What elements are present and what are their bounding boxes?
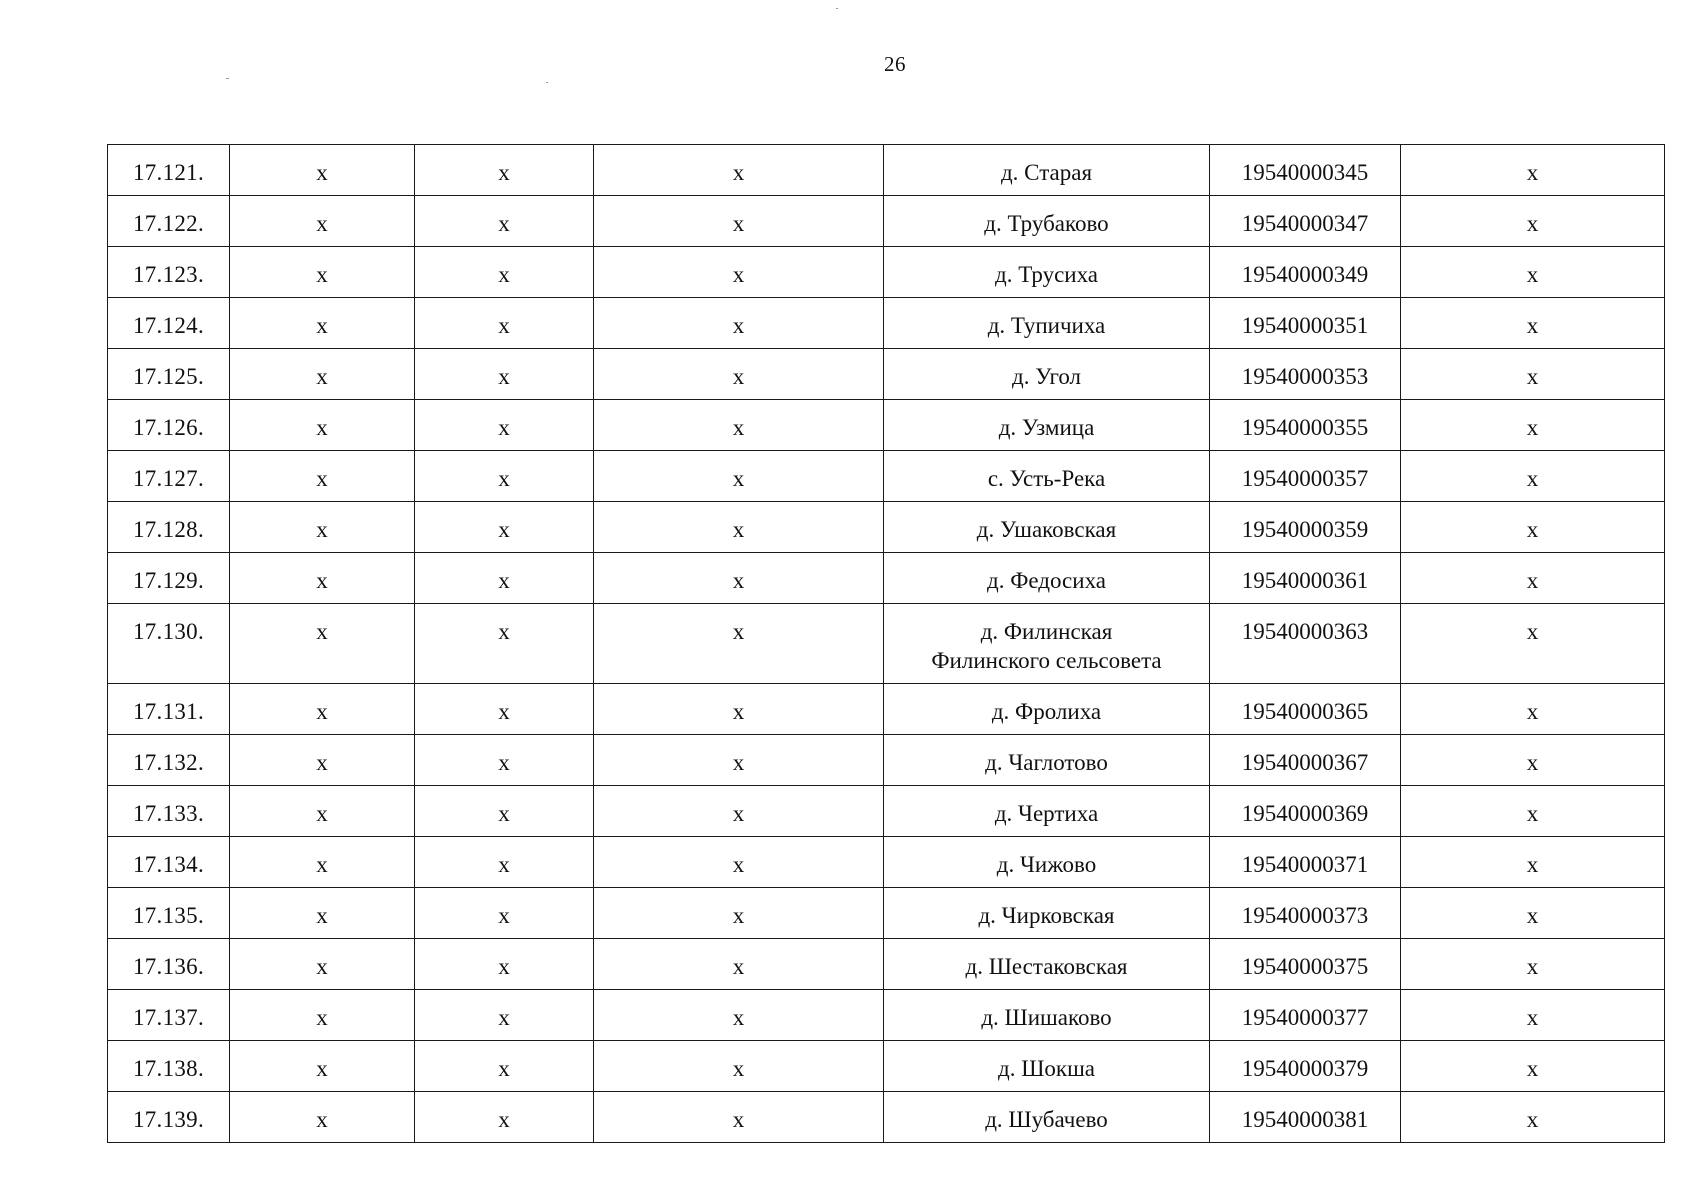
settlement-name-cell: д. Фролиха: [884, 684, 1210, 735]
table-row: [108, 298, 1665, 349]
x-mark-cell: х: [1401, 990, 1665, 1041]
settlement-name-line: д. Филинская: [980, 619, 1113, 644]
oktmo-code-cell: 19540000347: [1210, 196, 1401, 247]
x-mark-cell: х: [1401, 837, 1665, 888]
x-mark-cell: х: [415, 400, 594, 451]
x-mark-cell: х: [230, 298, 415, 349]
x-mark-cell: х: [594, 196, 884, 247]
oktmo-code-cell: 19540000367: [1210, 735, 1401, 786]
x-mark-cell: х: [230, 553, 415, 604]
oktmo-code-cell: 19540000379: [1210, 1041, 1401, 1092]
scan-speck: [546, 82, 548, 83]
x-mark-cell: х: [1401, 888, 1665, 939]
x-mark-cell: х: [230, 837, 415, 888]
x-mark-cell: х: [230, 939, 415, 990]
x-mark-cell: х: [230, 786, 415, 837]
oktmo-code-cell: 19540000345: [1210, 145, 1401, 196]
table-row: [108, 1092, 1665, 1143]
table-body: [108, 145, 1665, 1143]
x-mark-cell: х: [1401, 502, 1665, 553]
x-mark-cell: х: [230, 1041, 415, 1092]
scan-speck: [226, 78, 229, 79]
x-mark-cell: х: [230, 604, 415, 684]
oktmo-code-cell: 19540000365: [1210, 684, 1401, 735]
table-row: [108, 451, 1665, 502]
x-mark-cell: х: [1401, 451, 1665, 502]
settlement-name-cell: д. Шубачево: [884, 1092, 1210, 1143]
x-mark-cell: х: [1401, 1092, 1665, 1143]
x-mark-cell: х: [594, 1041, 884, 1092]
x-mark-cell: х: [415, 1092, 594, 1143]
oktmo-code-cell: 19540000369: [1210, 786, 1401, 837]
x-mark-cell: х: [415, 553, 594, 604]
x-mark-cell: х: [594, 400, 884, 451]
x-mark-cell: х: [594, 553, 884, 604]
x-mark-cell: х: [230, 145, 415, 196]
oktmo-code-cell: 19540000361: [1210, 553, 1401, 604]
oktmo-code-cell: 19540000373: [1210, 888, 1401, 939]
table-row: [108, 684, 1665, 735]
settlement-name-cell: [884, 604, 1210, 684]
x-mark-cell: х: [594, 684, 884, 735]
settlement-name-cell: д. Тупичиха: [884, 298, 1210, 349]
table-row: [108, 939, 1665, 990]
table-row: [108, 247, 1665, 298]
settlement-name-cell: д. Чаглотово: [884, 735, 1210, 786]
x-mark-cell: х: [1401, 735, 1665, 786]
table-row: [108, 502, 1665, 553]
x-mark-cell: х: [594, 735, 884, 786]
table-row: [108, 990, 1665, 1041]
x-mark-cell: х: [230, 400, 415, 451]
oktmo-code-cell: 19540000377: [1210, 990, 1401, 1041]
x-mark-cell: х: [1401, 604, 1665, 684]
x-mark-cell: х: [415, 990, 594, 1041]
x-mark-cell: х: [230, 502, 415, 553]
settlement-name-cell: д. Шишаково: [884, 990, 1210, 1041]
x-mark-cell: х: [594, 939, 884, 990]
x-mark-cell: х: [415, 786, 594, 837]
oktmo-code-cell: 19540000363: [1210, 604, 1401, 684]
row-number-cell: 17.134.: [108, 837, 230, 888]
settlement-name-cell: д. Старая: [884, 145, 1210, 196]
scan-speck: [836, 8, 838, 9]
row-number-cell: 17.125.: [108, 349, 230, 400]
x-mark-cell: х: [415, 1041, 594, 1092]
table-row: [108, 786, 1665, 837]
x-mark-cell: х: [415, 684, 594, 735]
row-number-cell: 17.123.: [108, 247, 230, 298]
table-row: [108, 888, 1665, 939]
settlement-name-cell: д. Ушаковская: [884, 502, 1210, 553]
x-mark-cell: х: [594, 1092, 884, 1143]
table-row: [108, 735, 1665, 786]
row-number-cell: 17.136.: [108, 939, 230, 990]
settlement-name-cell: д. Узмица: [884, 400, 1210, 451]
settlements-table: [107, 144, 1665, 1143]
oktmo-code-cell: 19540000359: [1210, 502, 1401, 553]
x-mark-cell: х: [415, 939, 594, 990]
x-mark-cell: х: [1401, 196, 1665, 247]
settlement-name-cell: д. Шестаковская: [884, 939, 1210, 990]
x-mark-cell: х: [415, 888, 594, 939]
table-row: [108, 196, 1665, 247]
x-mark-cell: х: [1401, 298, 1665, 349]
settlement-name-cell: с. Усть-Река: [884, 451, 1210, 502]
row-number-cell: 17.137.: [108, 990, 230, 1041]
x-mark-cell: х: [415, 735, 594, 786]
settlement-name-cell: д. Трусиха: [884, 247, 1210, 298]
x-mark-cell: х: [230, 451, 415, 502]
x-mark-cell: х: [594, 247, 884, 298]
x-mark-cell: х: [415, 298, 594, 349]
x-mark-cell: х: [230, 196, 415, 247]
x-mark-cell: х: [415, 247, 594, 298]
oktmo-code-cell: 19540000351: [1210, 298, 1401, 349]
x-mark-cell: х: [594, 990, 884, 1041]
row-number-cell: 17.135.: [108, 888, 230, 939]
table-row: [108, 349, 1665, 400]
table-row: [108, 837, 1665, 888]
row-number-cell: 17.132.: [108, 735, 230, 786]
x-mark-cell: х: [415, 145, 594, 196]
oktmo-code-cell: 19540000355: [1210, 400, 1401, 451]
settlement-name-cell: д. Федосиха: [884, 553, 1210, 604]
x-mark-cell: х: [1401, 247, 1665, 298]
x-mark-cell: х: [230, 888, 415, 939]
x-mark-cell: х: [594, 298, 884, 349]
x-mark-cell: х: [230, 247, 415, 298]
x-mark-cell: х: [230, 1092, 415, 1143]
x-mark-cell: х: [415, 604, 594, 684]
oktmo-code-cell: 19540000371: [1210, 837, 1401, 888]
table-row: [108, 553, 1665, 604]
row-number-cell: 17.128.: [108, 502, 230, 553]
row-number-cell: 17.133.: [108, 786, 230, 837]
x-mark-cell: х: [230, 735, 415, 786]
x-mark-cell: х: [594, 837, 884, 888]
x-mark-cell: х: [594, 349, 884, 400]
x-mark-cell: х: [1401, 1041, 1665, 1092]
row-number-cell: 17.130.: [108, 604, 230, 684]
table-row: [108, 145, 1665, 196]
settlement-name-line: Филинского сельсовета: [931, 648, 1162, 673]
row-number-cell: 17.129.: [108, 553, 230, 604]
row-number-cell: 17.122.: [108, 196, 230, 247]
table-row: [108, 1041, 1665, 1092]
row-number-cell: 17.121.: [108, 145, 230, 196]
x-mark-cell: х: [415, 196, 594, 247]
oktmo-code-cell: 19540000357: [1210, 451, 1401, 502]
row-number-cell: 17.131.: [108, 684, 230, 735]
x-mark-cell: х: [594, 888, 884, 939]
x-mark-cell: х: [1401, 400, 1665, 451]
row-number-cell: 17.124.: [108, 298, 230, 349]
x-mark-cell: х: [415, 502, 594, 553]
table-row: [108, 604, 1665, 684]
x-mark-cell: х: [594, 604, 884, 684]
x-mark-cell: х: [1401, 553, 1665, 604]
row-number-cell: 17.139.: [108, 1092, 230, 1143]
x-mark-cell: х: [415, 349, 594, 400]
settlement-name-cell: д. Чижово: [884, 837, 1210, 888]
x-mark-cell: х: [230, 990, 415, 1041]
x-mark-cell: х: [415, 451, 594, 502]
x-mark-cell: х: [230, 349, 415, 400]
x-mark-cell: х: [594, 451, 884, 502]
page-number: 26: [884, 52, 906, 76]
x-mark-cell: х: [230, 684, 415, 735]
x-mark-cell: х: [594, 502, 884, 553]
settlement-name-cell: д. Чертиха: [884, 786, 1210, 837]
x-mark-cell: х: [1401, 786, 1665, 837]
row-number-cell: 17.126.: [108, 400, 230, 451]
oktmo-code-cell: 19540000349: [1210, 247, 1401, 298]
x-mark-cell: х: [1401, 939, 1665, 990]
x-mark-cell: х: [1401, 349, 1665, 400]
settlement-name-cell: д. Чирковская: [884, 888, 1210, 939]
table-row: [108, 400, 1665, 451]
settlement-name-cell: д. Угол: [884, 349, 1210, 400]
x-mark-cell: х: [594, 145, 884, 196]
row-number-cell: 17.138.: [108, 1041, 230, 1092]
x-mark-cell: х: [1401, 145, 1665, 196]
oktmo-code-cell: 19540000353: [1210, 349, 1401, 400]
settlement-name-cell: д. Трубаково: [884, 196, 1210, 247]
oktmo-code-cell: 19540000375: [1210, 939, 1401, 990]
x-mark-cell: х: [1401, 684, 1665, 735]
row-number-cell: 17.127.: [108, 451, 230, 502]
oktmo-code-cell: 19540000381: [1210, 1092, 1401, 1143]
x-mark-cell: х: [594, 786, 884, 837]
x-mark-cell: х: [415, 837, 594, 888]
settlement-name-cell: д. Шокша: [884, 1041, 1210, 1092]
